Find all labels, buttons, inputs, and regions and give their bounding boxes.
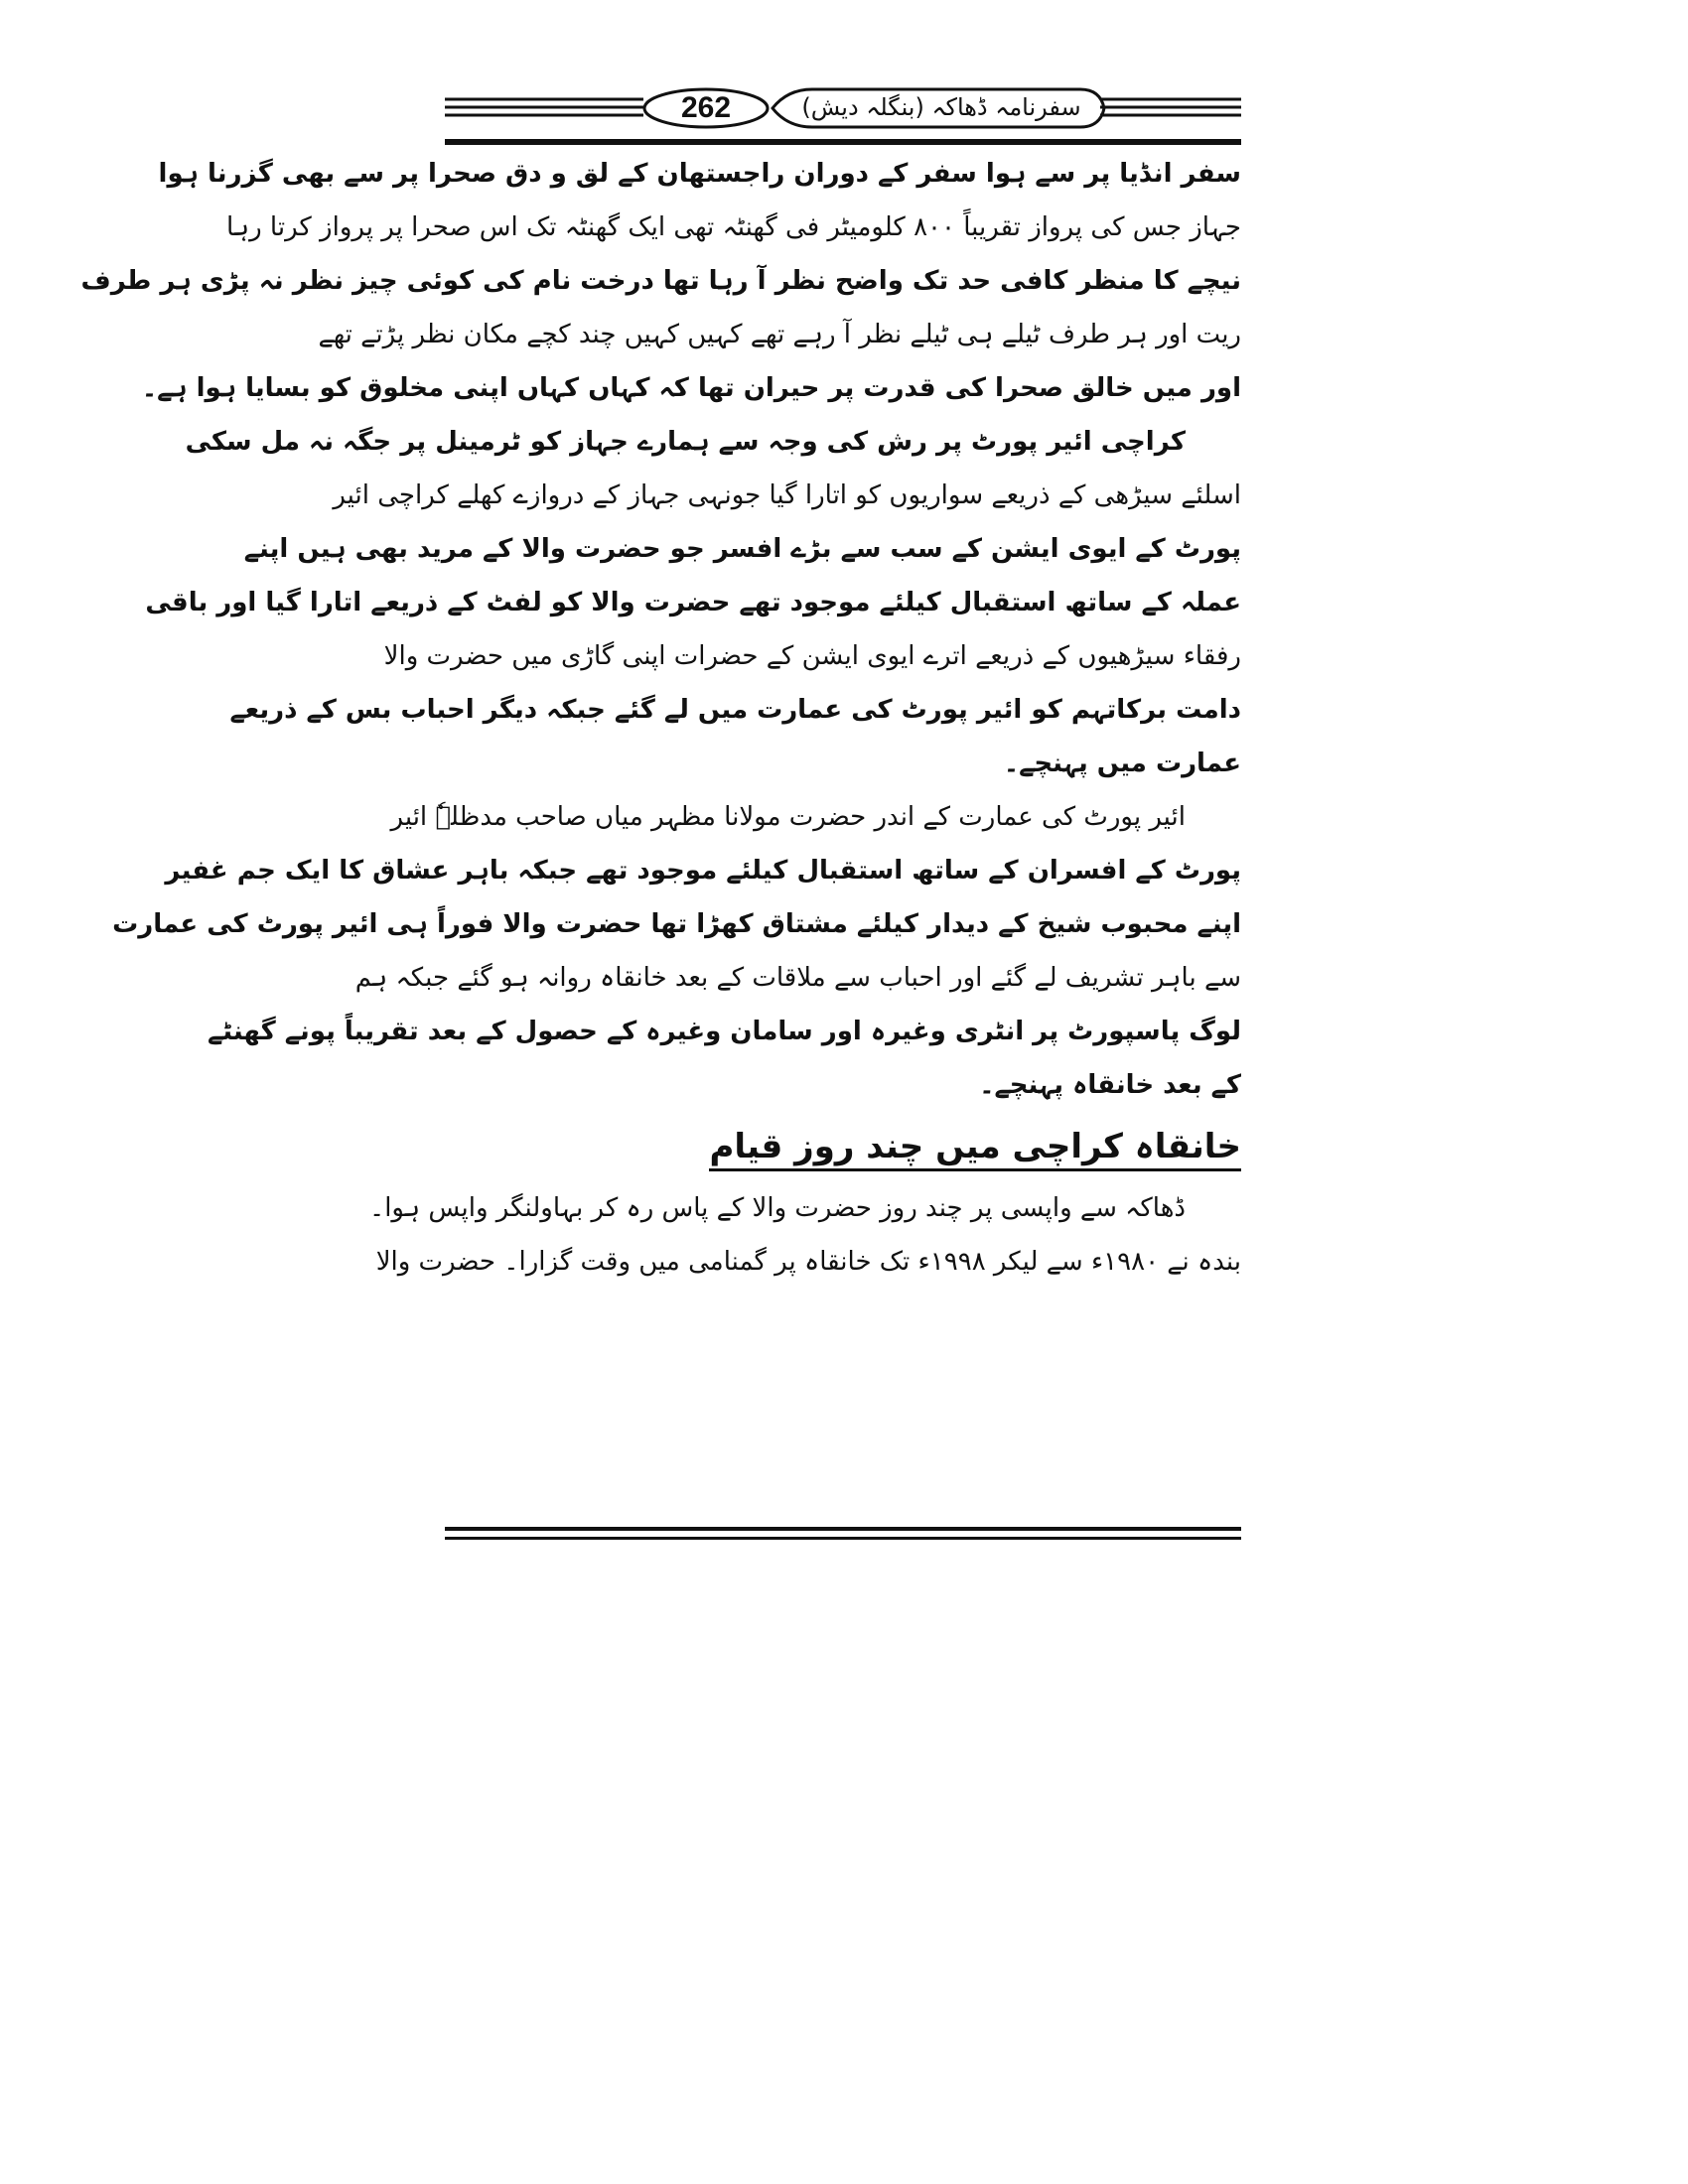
text-line: اپنے محبوب شیخ کے دیدار کیلئے مشتاق کھڑا تھا حضرت والا فوراً ہی ائیر پورٹ کی عمارت — [112, 909, 1241, 939]
paragraph-1 — [80, 147, 1241, 415]
text-line: بندہ نے ۱۹۸۰ء سے لیکر ۱۹۹۸ء تک خانقاہ پر گمنامی میں وقت گزارا۔ حضرت والا — [375, 1247, 1241, 1277]
text-line: پورٹ کے ایوی ایشن کے سب سے بڑے افسر جو حضرت والا کے مرید بھی ہیں اپنے — [243, 534, 1241, 564]
text-line: جہاز جس کی پرواز تقریباً ۸۰۰ کلومیٹر فی گھنٹہ تھی ایک گھنٹہ تک اس صحرا پر پرواز کرتا رہا — [225, 212, 1241, 242]
text-line: پورٹ کے افسران کے ساتھ استقبال کیلئے موجود تھے جبکہ باہر عشاق کا ایک جم غفیر — [165, 856, 1241, 886]
text-line: کراچی ائیر پورٹ پر رش کی وجہ سے ہمارے جہاز کو ٹرمینل پر جگہ نہ مل سکی — [185, 427, 1186, 457]
section-heading-text: خانقاہ کراچی میں چند روز قیام — [709, 1127, 1241, 1171]
page-header — [445, 85, 1241, 131]
text-line: کے بعد خانقاہ پہنچے۔ — [979, 1070, 1241, 1100]
text-line: عمارت میں پہنچے۔ — [1003, 749, 1241, 778]
text-line: ائیر پورٹ کی عمارت کے اندر حضرت مولانا مظہر میاں صاحب مدظلہٗ ائیر — [390, 802, 1186, 832]
text-line: سے باہر تشریف لے گئے اور احباب سے ملاقات کے بعد خانقاہ روانہ ہو گئے جبکہ ہم — [354, 963, 1241, 993]
paragraph-2 — [145, 415, 1241, 790]
paragraph-4 — [368, 1181, 1241, 1289]
body-text — [80, 147, 1241, 1289]
text-line: ریت اور ہر طرف ٹیلے ہی ٹیلے نظر آ رہے تھے کہیں کہیں چند کچے مکان نظر پڑتے تھے — [318, 320, 1241, 349]
text-line: اسلئے سیڑھی کے ذریعے سواریوں کو اتارا گیا جونہی جہاز کے دروازے کھلے کراچی ائیر — [333, 480, 1241, 510]
page-number: 262 — [680, 91, 732, 124]
text-line: رفقاء سیڑھیوں کے ذریعے اترے ایوی ایشن کے حضرات اپنی گاڑی میں حضرت والا — [383, 641, 1241, 671]
paragraph-3 — [112, 790, 1241, 1112]
text-line: نیچے کا منظر کافی حد تک واضح نظر آ رہا تھا درخت نام کی کوئی چیز نظر نہ پڑی ہر طرف — [80, 266, 1241, 296]
text-line: ڈھاکہ سے واپسی پر چند روز حضرت والا کے پاس رہ کر بہاولنگر واپس ہوا۔ — [368, 1193, 1186, 1223]
text-line: سفر انڈیا پر سے ہوا سفر کے دوران راجستھان کے لق و دق صحرا پر سے بھی گزرنا ہوا — [158, 159, 1241, 189]
text-line: لوگ پاسپورٹ پر انٹری وغیرہ اور سامان وغیرہ کے حصول کے بعد تقریباً پونے گھنٹے — [207, 1017, 1241, 1046]
running-title: سفرنامہ ڈھاکہ (بنگلہ دیش) — [801, 93, 1081, 121]
text-line: اور میں خالق صحرا کی قدرت پر حیران تھا کہ کہاں کہاں اپنی مخلوق کو بسایا ہوا ہے۔ — [141, 373, 1241, 403]
text-line: دامت برکاتہم کو ائیر پورٹ کی عمارت میں لے گئے جبکہ دیگر احباب بس کے ذریعے — [229, 695, 1241, 725]
footer-rule — [445, 1527, 1241, 1531]
footer-rule-thin — [445, 1537, 1241, 1540]
text-line: عملہ کے ساتھ استقبال کیلئے موجود تھے حضرت والا کو لفٹ کے ذریعے اتارا گیا اور باقی — [145, 588, 1241, 617]
header-rule — [445, 139, 1241, 145]
section-heading — [445, 1112, 1241, 1181]
